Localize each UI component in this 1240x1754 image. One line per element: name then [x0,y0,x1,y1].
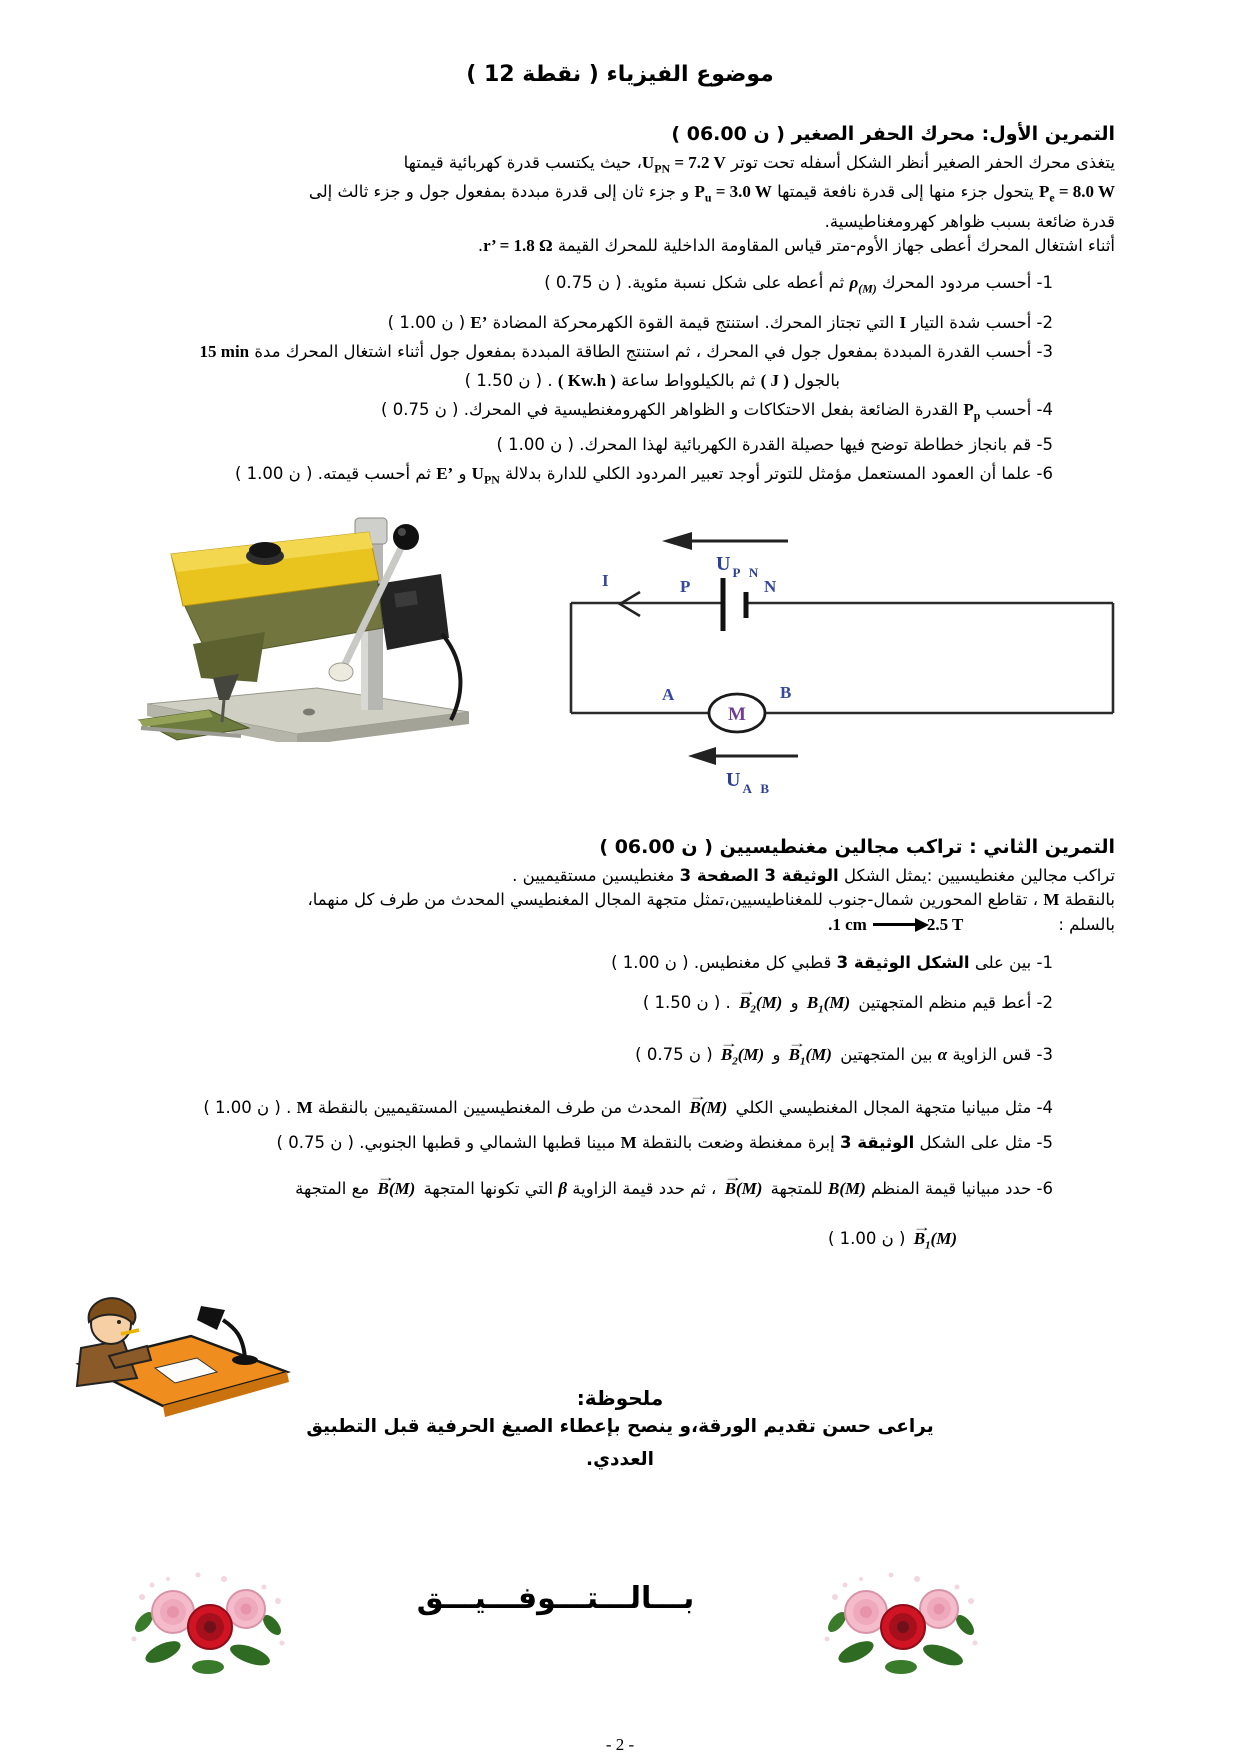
q-number: 3- [1036,1045,1053,1065]
q-text: أحسب مردود المحرك [876,272,1037,292]
uab-arrowhead-icon [688,747,716,765]
ex1-intro-line-4 [125,234,1115,258]
scale-value [828,915,963,934]
ex1-intro-1b: ، حيث يكتسب قدرة كهربائية قيمتها [403,153,642,172]
q-text: قم بانجاز خطاطة توضح فيها حصيلة القدرة الكهربائية لهذا المحرك. [573,434,1037,454]
motor-label: M [728,703,746,725]
red-rose-center [897,1621,909,1633]
good-luck-row [125,1567,1115,1683]
vector-b1m: $B_1(M)$ [806,992,851,1016]
drill-speed-knob [249,542,281,558]
node-b-label: B [780,682,792,702]
ex2-intro-line-2 [125,888,1115,912]
q-number: 2- [1036,313,1053,333]
circuit-diagram [558,528,1118,798]
q-text: القدرة الضائعة بفعل الاحتكاكات و الظواهر الكهرومغنطيسية في المحرك. [458,400,964,420]
vector-arrow-icon: → [738,983,757,998]
ex1-intro-line-1 [125,151,1115,180]
emf-symbol: E’ [470,313,488,333]
current-symbol: I [899,313,907,333]
good-luck-text: بـــالـــتـــوفـــيـــق [416,1580,695,1616]
page-number: - 2 - [605,1734,635,1754]
vector-bm: → B(M) [724,1173,764,1208]
page-title-text: موضوع الفيزياء [606,62,774,87]
leaf [228,1640,273,1669]
q-text: ثم أحسب قيمته. [312,463,437,483]
q-text: . [542,371,558,391]
note-line-1: يراعى حسن تقديم الورقة،و ينصح بإعطاء الصيغ الحرفية قبل التطبيق [306,1415,934,1437]
ex2-question-6 [125,1165,1053,1208]
ex1-intro-line-2 [125,180,1115,209]
q-number: 2- [1036,992,1053,1012]
beta-symbol: β [558,1179,568,1199]
q-text: . [720,992,737,1012]
q-text: و [453,463,472,483]
q-points: ( 1.50 ن ) [464,371,543,391]
q-text: ثم أعطه على شكل نسبة مئوية. [621,272,850,292]
scale-arrow-icon [873,923,917,926]
base-hole [303,708,315,715]
vector-arrow-icon: → [719,1036,738,1051]
vector-arrow-icon: → [787,1036,806,1051]
q-text: مع المتجهة [295,1179,375,1199]
red-rose-center [204,1621,216,1633]
leaf [142,1637,183,1668]
ex1-question-4 [125,397,1053,428]
q-points: ( 1.00 ن ) [827,1228,906,1248]
q-text: قس الزاوية [947,1045,1037,1065]
pink-rose-center [241,1603,252,1614]
q-number: 1- [1036,952,1053,972]
q-text: إبرة ممغنطة وضعت بالنقطة [636,1133,840,1153]
upn-value: $U_{PN} = 7.2$ V [641,153,726,176]
power-cable [442,634,460,720]
point-m-symbol: M [620,1133,637,1153]
pink-rose-center [860,1606,872,1618]
exercise1-heading-text: التمرين الأول: محرك الحفر الصغير [791,123,1115,145]
point-m-symbol: M [1043,889,1060,909]
drill-power-box [377,574,449,650]
q-text: مبينا قطبها الشمالي و قطبها الجنوبي. [354,1133,621,1153]
vector-bm: → B(M) [689,1092,729,1127]
document3-reference: الوثيقة 3 الصفحة 3 [679,865,839,885]
pink-rose-center [934,1603,945,1614]
ex1-intro-4b: . [477,235,484,255]
q-points: ( 1.00 ن ) [611,952,689,972]
q-text: و [767,1045,786,1065]
q-number: 5- [1036,1133,1053,1153]
page-content [0,62,1240,1754]
ex1-question-1 [125,270,1053,301]
q-number: 4- [1036,1097,1053,1117]
q-text: حدد مبيانيا قيمة المنظم [865,1179,1037,1199]
vector-bm: → B(M) [377,1173,417,1208]
ex2-intro-2a: بالنقطة [1059,889,1115,909]
vector-b1m: → $B_1(M)$ [788,1039,833,1074]
exercise1-section [125,123,1115,492]
duration-value: 15 min [199,342,250,362]
student-studying-illustration [63,1284,295,1436]
alpha-symbol: α [937,1045,948,1065]
q-text: أحسب [980,400,1037,420]
ex2-question-5 [125,1130,1053,1156]
q-points: ( 1.00 ن ) [234,463,313,483]
note-line-2: العددي. [586,1448,654,1470]
pole-n-label: N [764,576,777,596]
q-text: مثل على الشكل [914,1133,1037,1153]
q-text: ، ثم حدد قيمة الزاوية [567,1179,722,1199]
pe-value: $P_e = 8.0$ W [1038,182,1115,205]
knob-highlight [398,528,406,536]
pole-p-label: P [680,576,691,596]
pink-rose-center [167,1606,179,1618]
circuit-wires [571,603,1113,713]
joule-unit: ( J ) [760,371,789,391]
leaf [921,1640,966,1669]
lost-power-symbol: $P_p$ [963,400,981,423]
kwh-unit: ( Kw.h ) [557,371,616,391]
q-text: ثم بالكيلوواط ساعة [615,371,761,391]
exercise1-heading-points: ( 06.00 ن ) [671,123,785,145]
q-points: ( 1.00 ن ) [496,434,574,454]
q-points: ( 0.75 ن ) [381,400,459,420]
ex1-question-3-continued [125,368,840,394]
q-text: بين على [969,952,1037,972]
q-text: أحسب القدرة المبددة بمفعول جول في المحرك ، ثم استنتج الطاقة المبددة بمفعول جول أثناء اشتغال المحرك مدة [249,342,1037,362]
upn-symbol: $U_{PN}$ [471,463,500,486]
vector-arrow-icon: → [376,1170,395,1185]
flower-bouquet-right-icon [821,1567,983,1683]
scale-cm: .1 cm [828,914,867,934]
page-title [125,62,1115,87]
lever-ball-knob [393,524,419,550]
ex2-question-2 [125,979,1053,1022]
ex1-question-5 [125,432,1053,458]
scale-line [125,912,1115,938]
internal-resistance-value: r’ = 1.8 Ω [483,235,553,255]
q-number: 6- [1036,463,1053,483]
upn-label: U $_{P N}$ [716,552,762,580]
exercise1-heading [125,123,1115,145]
upn-arrowhead-icon [662,532,692,550]
emf-symbol: E’ [436,463,454,483]
lever-white-knob [329,663,353,681]
scale-label: بالسلم : [1058,914,1115,934]
q-text: بين المتجهتين [834,1045,938,1065]
q-points: ( 1.50 ن ) [642,992,721,1012]
exercise2-section [125,836,1115,1258]
desk-lamp-head [197,1306,225,1330]
drill-press-photo [137,516,479,742]
ex2-question-6-continued [125,1215,960,1258]
ex2-intro-1a: تراكب مجالين مغنطيسيين :يمثل الشكل [838,865,1115,885]
ex1-intro-2a: يتحول جزء منها إلى قدرة نافعة قيمتها [771,182,1039,202]
q-text: قطبي كل مغنطيس. [688,952,837,972]
q-text: بالجول [788,371,840,391]
q-text: أحسب شدة التيار [906,313,1037,333]
q-text: . [280,1097,297,1117]
exercise2-heading [125,836,1115,858]
uab-label: U $_{A B}$ [726,768,773,796]
ex1-intro-line-3: قدرة ضائعة بسبب ظواهر كهرومغناطيسية. [824,211,1115,231]
ex1-question-3 [125,339,1053,365]
note-heading: ملحوظة: [576,1385,664,1410]
vector-arrow-icon: → [688,1088,707,1103]
ex1-question-6 [125,461,1053,492]
magnitude-bm-symbol: B(M) [827,1179,866,1199]
document3-reference: الوثيقة 3 [839,1133,915,1153]
leaf [885,1660,917,1674]
drill-bit [222,700,224,722]
ex2-question-3 [125,1031,1053,1074]
ex2-question-1 [125,950,1053,976]
figures-row [125,500,1115,800]
q-text: أعط قيم منظم المتجهتين [853,992,1037,1012]
q-number: 5- [1036,434,1053,454]
vector-arrow-icon: → [912,1219,931,1234]
ex2-intro-2b: ، تقاطع المحورين شمال-جنوب للمغناطيسيين،تمثل متجهة المجال المغنطيسي المحدث من طرف كل منهما، [307,889,1044,909]
exercise2-questions [125,950,1115,1258]
q-text: التي تجتاز المحرك. استنتج قيمة القوة الكهرمحركة المضادة [487,313,900,333]
q-number: 6- [1036,1179,1053,1199]
q-text: و [785,992,804,1012]
q-number: 3- [1036,342,1053,362]
exercise1-questions [125,270,1115,492]
q-text: للمتجهة [765,1179,828,1199]
vector-b1m: → $B_1(M)$ [913,1223,958,1258]
note-section [125,1276,1115,1521]
current-label: I [602,570,609,590]
q-number: 4- [1036,400,1053,420]
flower-bouquet-left-icon [128,1567,290,1683]
leaf [835,1637,876,1668]
student-eye [117,1320,121,1324]
vector-b2m: → $B_2(M)$ [738,987,783,1022]
q-number: 1- [1036,272,1053,292]
q-points: ( 0.75 ن ) [276,1133,354,1153]
q-points: ( 1.00 ن ) [203,1097,281,1117]
q-text: المحدث من طرف المغنطيسيين المستقيميين بالنقطة [312,1097,687,1117]
q-text: التي تكونها المتجهة [418,1179,559,1199]
vector-b2m: → $B_2(M)$ [720,1039,765,1074]
q-text: علما أن العمود المستعمل مؤمثل للتوتر أوجد تعبير المردود الكلي للدارة بدلالة [499,463,1037,483]
ex1-intro-4a: أثناء اشتغال المحرك أعطى جهاز الأوم-متر قياس المقاومة الداخلية للمحرك القيمة [552,235,1115,255]
pu-value: $P_u = 3.0$ W [694,182,772,205]
efficiency-symbol: $\rho_{(M)}$ [849,272,877,296]
q-points: ( 0.75 ن ) [635,1045,713,1065]
exercise2-heading-points: ( 06.00 ن ) [599,835,713,858]
ex2-intro-1c: مغنطيسين مستقيميين . [512,865,680,885]
scale-tesla: 2.5 T [926,914,964,934]
ex2-question-4 [125,1084,1053,1127]
ex2-intro-line-1 [125,864,1115,888]
page-title-points: ( 12 نقطة ) [466,62,599,87]
ex1-question-2 [125,310,1053,336]
exercise2-heading-text: التمرين الثاني : تراكب مجالين مغنطيسيين [719,835,1115,858]
q-text: مثل مبيانيا متجهة المجال المغنطيسي الكلي [730,1097,1037,1117]
vector-arrow-icon: → [723,1170,742,1185]
ex1-intro-2b: و جزء ثان إلى قدرة مبددة بمفعول جول و جزء ثالث إلى [308,182,695,202]
q-points: ( 0.75 ن ) [544,272,622,292]
q-text [713,1045,718,1064]
point-m-symbol: M [296,1097,313,1117]
document3-reference: الشكل الوثيقة 3 [836,952,970,972]
q-points: ( 1.00 ن ) [387,313,466,333]
ex1-intro-1a: يتغذى محرك الحفر الصغير أنظر الشكل أسفله تحت توتر [725,153,1115,172]
node-a-label: A [662,684,675,704]
leaf [192,1660,224,1674]
